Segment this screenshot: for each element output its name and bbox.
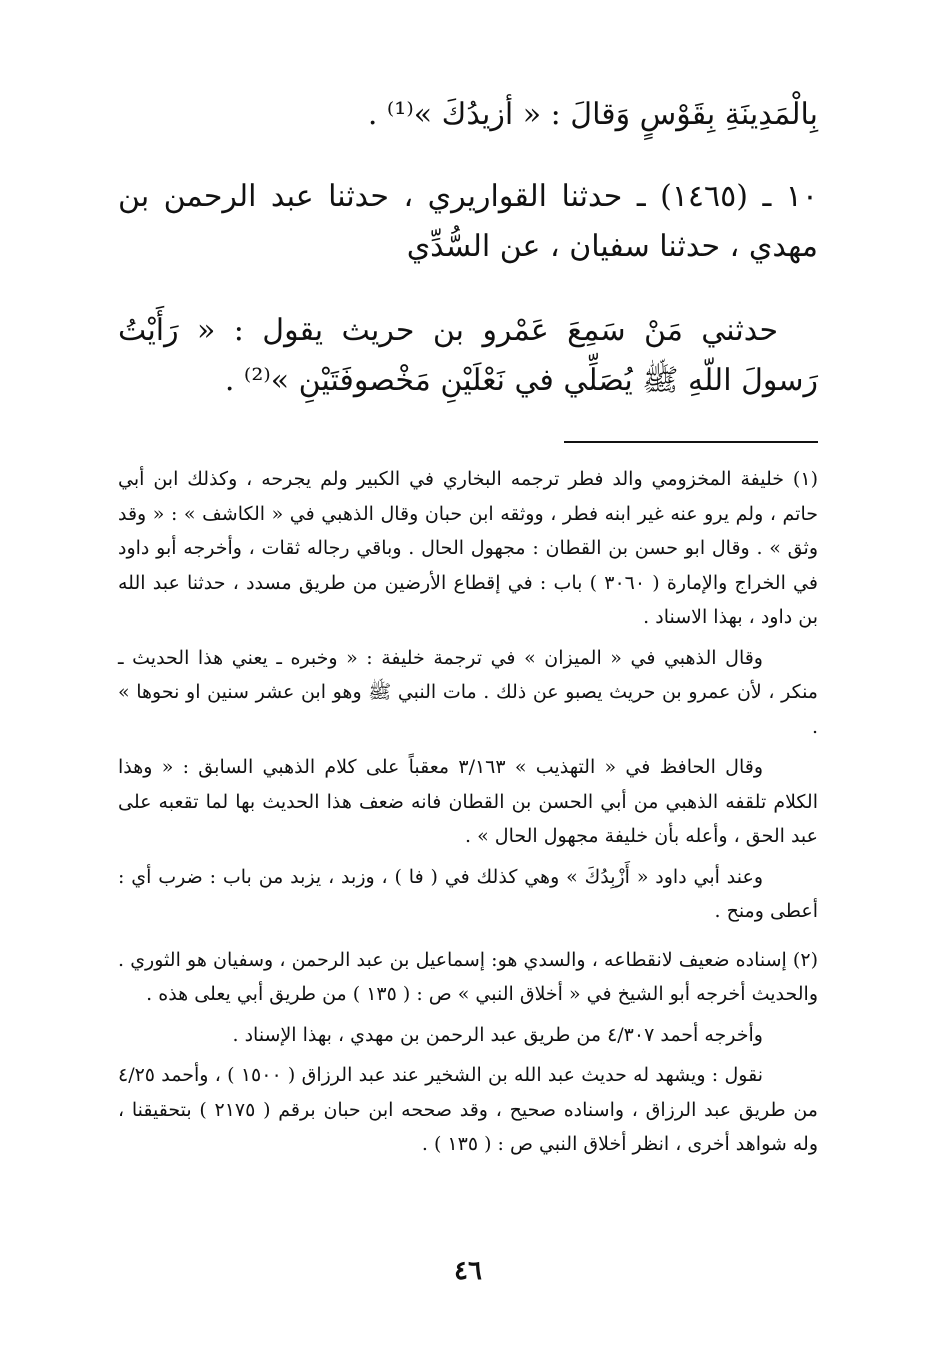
page-number: ٤٦ bbox=[454, 1256, 482, 1286]
hadith-quote-text: حدثني مَنْ سَمِعَ عَمْرو بن حريث يقول : « رَأَيْتُ رَسولَ اللّهِ ﷺ يُصَلِّي في نَعْلَيْنِ مَخْصوفَتَيْنِ »⁽²⁾ . bbox=[118, 313, 818, 398]
hadith-paragraph-text: ١٠ ـ (١٤٦٥) ـ حدثنا القواريري ، حدثنا عبد الرحمن بن مهدي ، حدثنا سفيان ، عن السُّدِّي bbox=[118, 179, 818, 264]
footnote-2-paragraph: نقول : ويشهد له حديث عبد الله بن الشخير عند عبد الرزاق ( ١٥٠٠ ) ، وأحمد ٤/٢٥ من طريق عبد الرزاق ، واسناده صحيح ، وقد صححه ابن حبان برقم ( ٢١٧٥ ) بتحقيقنا ، وله شواهد أخرى ، انظر أخلاق النبي ص : ( ١٣٥ ) . bbox=[118, 1064, 818, 1155]
hadith-paragraph bbox=[118, 172, 818, 272]
footnote-1-paragraph: وقال الحافظ في « التهذيب » ٣/١٦٣ معقباً على كلام الذهبي السابق : « وهذا الكلام تلقفه الذهبي من أبي الحسن بن القطان فانه ضعف هذا الحديث بها لما تقعبه على عبد الحق ، وأعله بأن خليفة مجهول الحال » . bbox=[118, 756, 818, 847]
footnote-2-paragraph: وأخرجه أحمد ٤/٣٠٧ من طريق عبد الرحمن بن مهدي ، بهذا الإسناد . bbox=[232, 1023, 763, 1046]
hadith-quote-paragraph bbox=[118, 306, 818, 406]
main-text-line-top-content: بِالْمَدِينَةِ بِقَوْسٍ وَقالَ : « أزيدُكَ »⁽¹⁾ . bbox=[367, 97, 818, 132]
book-page bbox=[118, 0, 818, 1358]
footnote-2-paragraph: (٢) إسناده ضعيف لانقطاعه ، والسدي هو: إسماعيل بن عبد الرحمن ، وسفيان هو الثوري . والحديث أخرجه أبو الشيخ في « أخلاق النبي » ص : ( ١٣٥ ) من طريق أبي يعلى هذه . bbox=[118, 948, 818, 1005]
footnote-1-paragraph: (١) خليفة المخزومي والد فطر ترجمه البخاري في الكبير ولم يجرحه ، وكذلك ابن أبي حاتم ، ولم يرو عنه غير ابنه فطر ، ووثقه ابن حبان وقال الذهبي في « الكاشف » : « وقد وثق » . وقال ابو حسن بن القطان : مجهول الحال . وباقي رجاله ثقات ، وأخرجه أبو داود في الخراج والإمارة ( ٣٠٦٠ ) باب : في إقطاع الأرضين من طريق مسدد ، حدثنا عبد الله بن داود ، بهذا الاسناد . bbox=[118, 468, 818, 628]
footnote-1-paragraph: وعند أبي داود « أَزْبِدُكَ » وهي كذلك في ( فا ) ، وزبد ، يزبد من باب : ضرب أي : أعطى ومنح . bbox=[118, 865, 818, 922]
footnote-separator bbox=[564, 441, 818, 443]
footnotes-section bbox=[118, 462, 818, 1168]
footnote-1-paragraph: وقال الذهبي في « الميزان » في ترجمة خليفة : « وخبره ـ يعني هذا الحديث ـ منكر ، لأن عمرو بن حريث يصبو عن ذلك . مات النبي ﷺ وهو ابن عشر سنين او نحوها » . bbox=[118, 646, 818, 738]
main-text-line-top bbox=[118, 90, 818, 140]
footnote-gap bbox=[118, 935, 818, 943]
